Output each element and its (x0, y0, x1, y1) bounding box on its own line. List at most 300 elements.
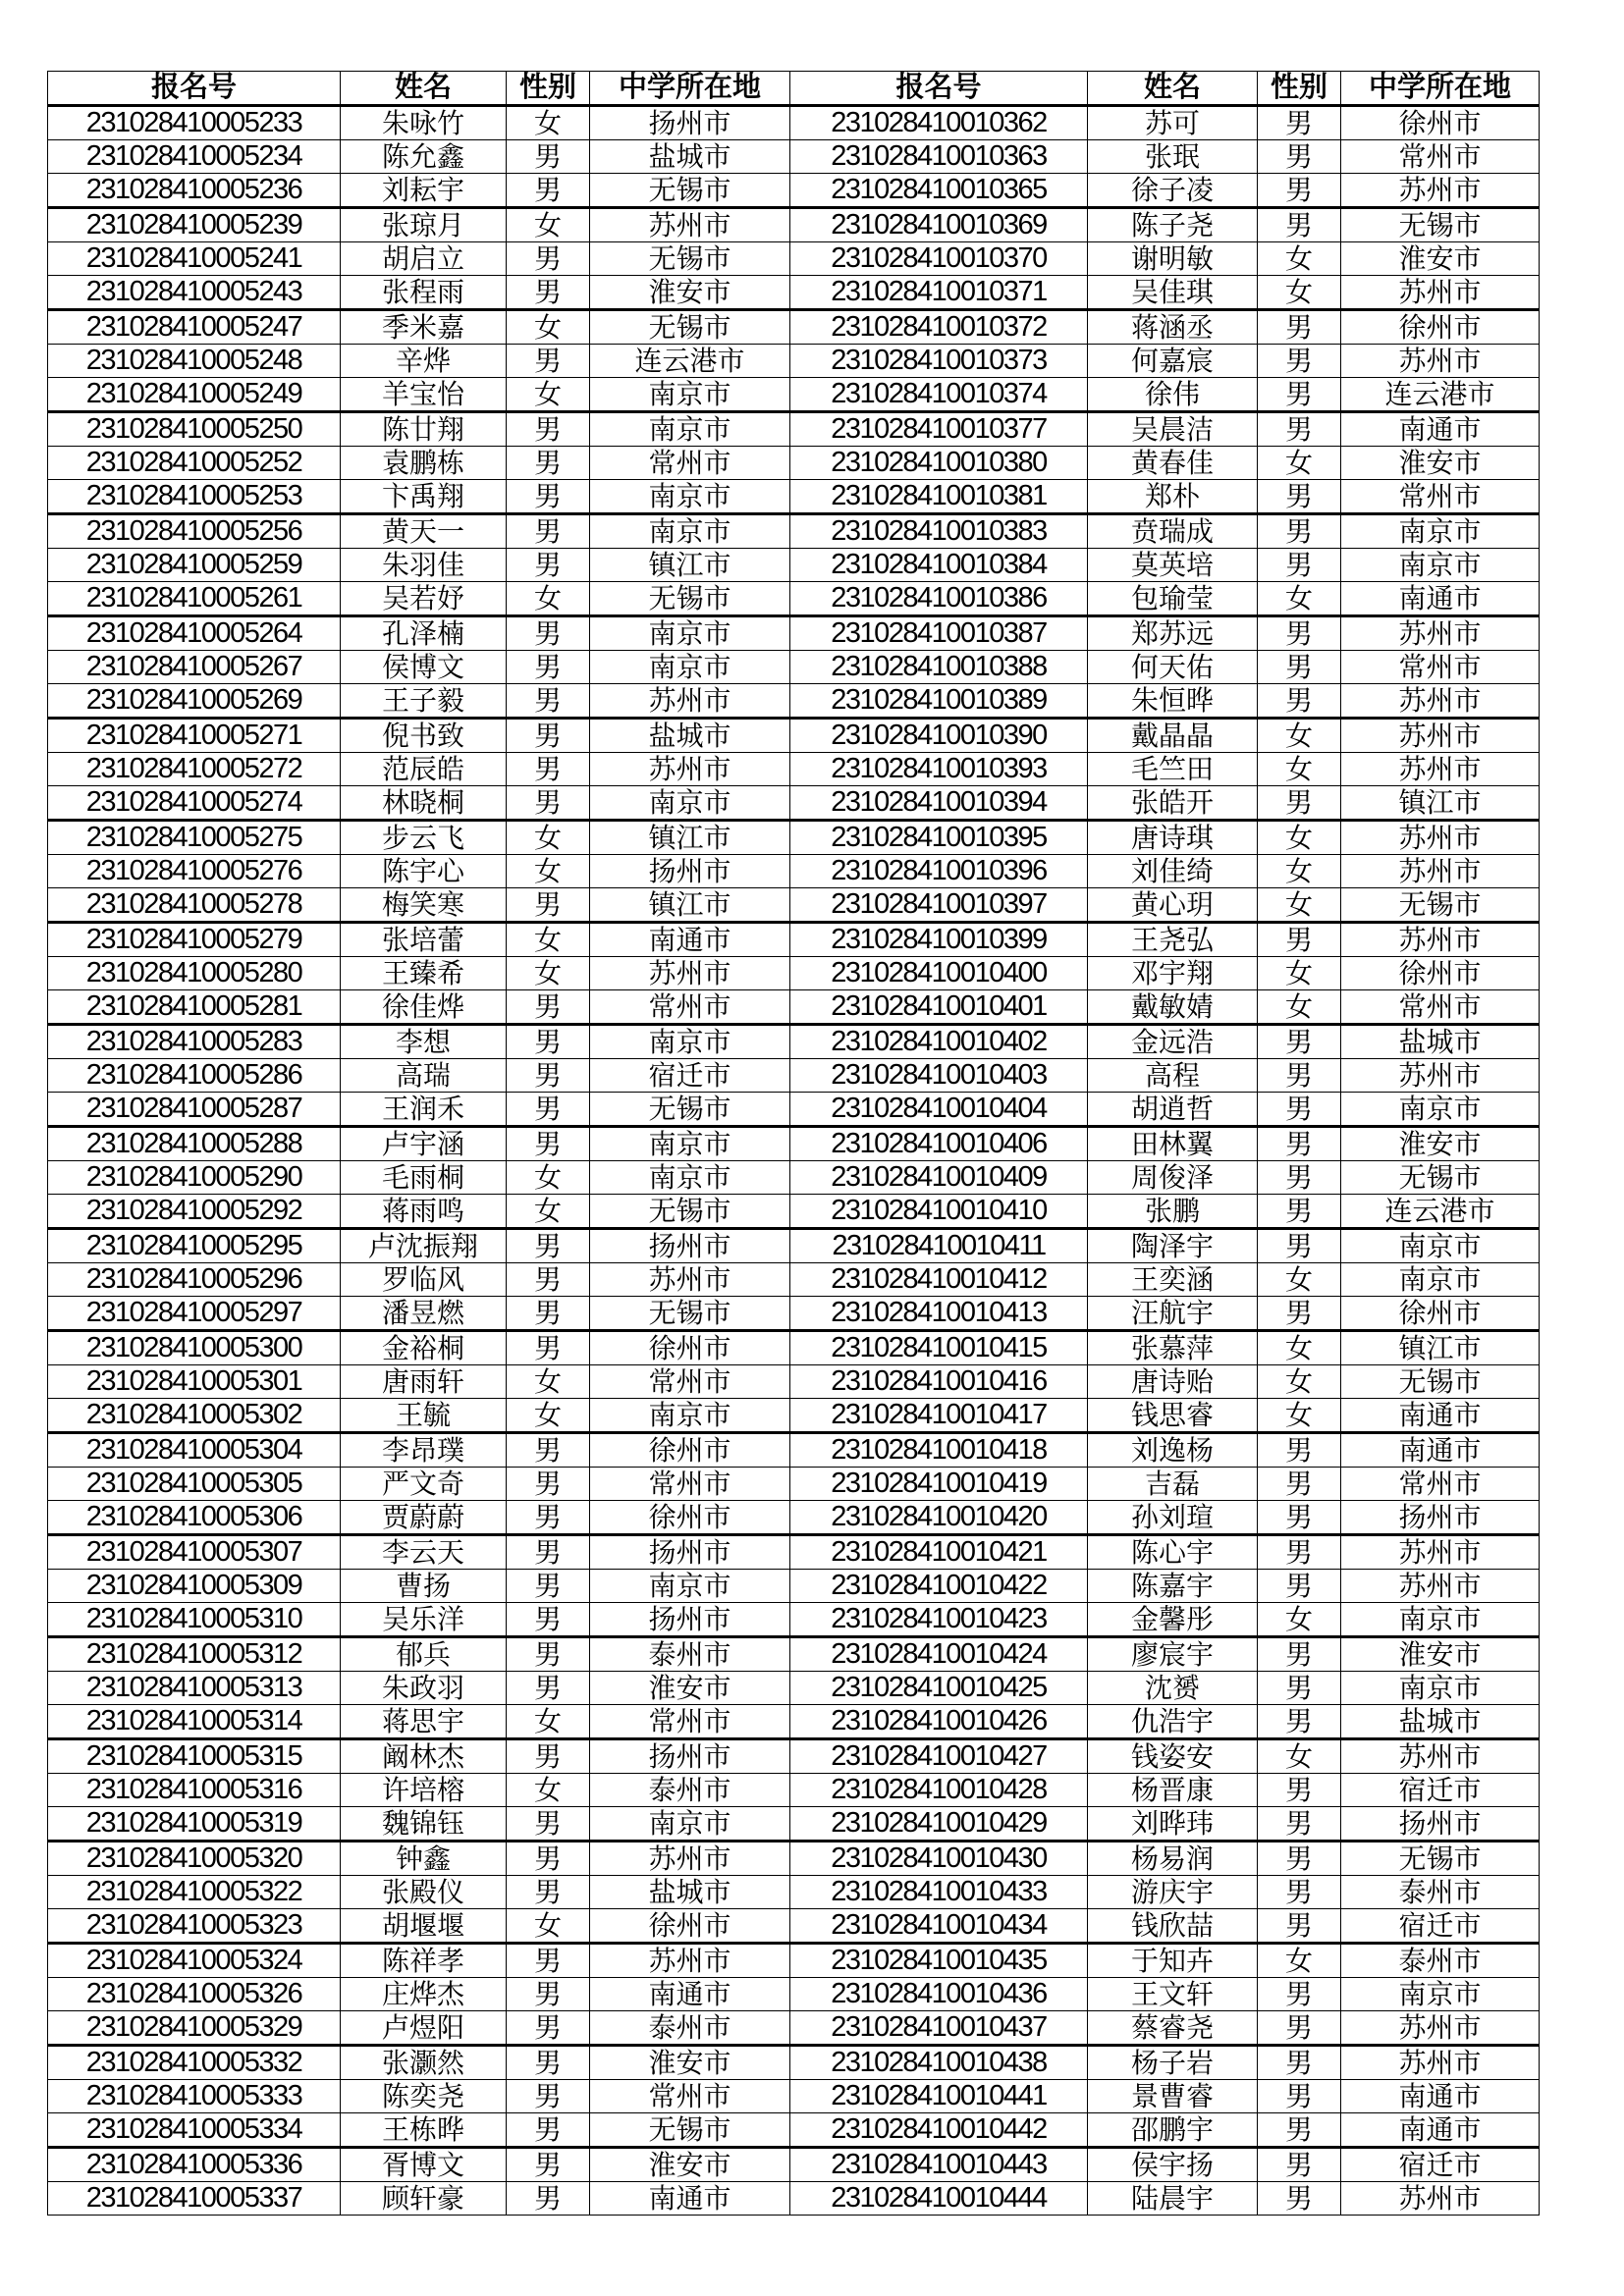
reg-no-cell: 231028410005336 (48, 2148, 341, 2182)
name-cell: 高瑞 (341, 1059, 507, 1093)
reg-no-cell: 231028410010436 (790, 1978, 1088, 2011)
school-location-cell: 苏州市 (1341, 1535, 1540, 1570)
school-location-cell: 淮安市 (1341, 242, 1540, 276)
table-row (48, 1433, 1540, 1468)
name-cell: 顾轩豪 (341, 2182, 507, 2216)
reg-no-cell: 231028410010381 (790, 480, 1088, 514)
reg-no-cell: 231028410005337 (48, 2182, 341, 2216)
reg-no-cell: 231028410010399 (790, 923, 1088, 957)
school-location-cell: 苏州市 (590, 684, 790, 719)
table-row (48, 447, 1540, 480)
name-cell: 邵鹏宇 (1088, 2113, 1258, 2148)
table-row (48, 1399, 1540, 1433)
table-row (48, 1637, 1540, 1672)
table-row (48, 957, 1540, 990)
gender-cell: 男 (507, 1672, 590, 1705)
gender-cell: 男 (1258, 1705, 1341, 1739)
school-location-cell: 南京市 (590, 786, 790, 821)
school-location-cell: 南通市 (1341, 1399, 1540, 1433)
gender-cell: 女 (1258, 1365, 1341, 1399)
school-location-cell: 南京市 (1341, 1603, 1540, 1637)
table-row (48, 1705, 1540, 1739)
school-location-cell: 南通市 (1341, 2080, 1540, 2113)
table-row (48, 855, 1540, 888)
gender-cell: 男 (1258, 1025, 1341, 1059)
header-gender: 性别 (1258, 72, 1341, 106)
gender-cell: 男 (1258, 1195, 1341, 1229)
name-cell: 杨晋康 (1088, 1774, 1258, 1807)
school-location-cell: 扬州市 (590, 855, 790, 888)
reg-no-cell: 231028410010410 (790, 1195, 1088, 1229)
reg-no-cell: 231028410010427 (790, 1739, 1088, 1774)
school-location-cell: 南京市 (590, 1807, 790, 1842)
reg-no-cell: 231028410010386 (790, 582, 1088, 616)
reg-no-cell: 231028410010371 (790, 276, 1088, 310)
reg-no-cell: 231028410005233 (48, 106, 341, 140)
school-location-cell: 镇江市 (1341, 786, 1540, 821)
gender-cell: 男 (507, 1603, 590, 1637)
table-row (48, 1774, 1540, 1807)
gender-cell: 女 (507, 923, 590, 957)
name-cell: 蒋雨鸣 (341, 1195, 507, 1229)
gender-cell: 男 (507, 2148, 590, 2182)
gender-cell: 男 (1258, 412, 1341, 447)
name-cell: 胥博文 (341, 2148, 507, 2182)
table-row (48, 1807, 1540, 1842)
name-cell: 廖宸宇 (1088, 1637, 1258, 1672)
table-row (48, 1603, 1540, 1637)
gender-cell: 男 (507, 2046, 590, 2080)
table-row (48, 106, 1540, 140)
gender-cell: 女 (1258, 957, 1341, 990)
gender-cell: 男 (1258, 2046, 1341, 2080)
table-row (48, 684, 1540, 719)
name-cell: 袁鹏栋 (341, 447, 507, 480)
school-location-cell: 苏州市 (590, 1263, 790, 1297)
school-location-cell: 无锡市 (1341, 208, 1540, 242)
gender-cell: 男 (1258, 2113, 1341, 2148)
reg-no-cell: 231028410005234 (48, 140, 341, 174)
table-row (48, 1195, 1540, 1229)
name-cell: 唐诗琪 (1088, 821, 1258, 855)
reg-no-cell: 231028410005241 (48, 242, 341, 276)
name-cell: 钟鑫 (341, 1842, 507, 1876)
table-row (48, 888, 1540, 923)
name-cell: 庄烨杰 (341, 1978, 507, 2011)
school-location-cell: 镇江市 (590, 888, 790, 923)
school-location-cell: 淮安市 (590, 2046, 790, 2080)
name-cell: 朱政羽 (341, 1672, 507, 1705)
school-location-cell: 苏州市 (1341, 276, 1540, 310)
school-location-cell: 镇江市 (1341, 1331, 1540, 1365)
name-cell: 王栋晔 (341, 2113, 507, 2148)
school-location-cell: 南京市 (1341, 549, 1540, 582)
school-location-cell: 盐城市 (1341, 1025, 1540, 1059)
table-row (48, 140, 1540, 174)
gender-cell: 女 (507, 208, 590, 242)
reg-no-cell: 231028410005271 (48, 719, 341, 753)
school-location-cell: 常州市 (1341, 990, 1540, 1025)
gender-cell: 男 (507, 276, 590, 310)
reg-no-cell: 231028410010412 (790, 1263, 1088, 1297)
reg-no-cell: 231028410005326 (48, 1978, 341, 2011)
gender-cell: 女 (507, 1774, 590, 1807)
name-cell: 潘昱燃 (341, 1297, 507, 1331)
name-cell: 辛烨 (341, 345, 507, 378)
name-cell: 卢沈振翔 (341, 1229, 507, 1263)
name-cell: 朱羽佳 (341, 549, 507, 582)
school-location-cell: 盐城市 (590, 1876, 790, 1909)
reg-no-cell: 231028410005261 (48, 582, 341, 616)
name-cell: 周俊泽 (1088, 1161, 1258, 1195)
name-cell: 金裕桐 (341, 1331, 507, 1365)
reg-no-cell: 231028410005264 (48, 616, 341, 651)
name-cell: 陈奕尧 (341, 2080, 507, 2113)
school-location-cell: 无锡市 (590, 1093, 790, 1127)
name-cell: 陆晨宇 (1088, 2182, 1258, 2216)
school-location-cell: 南通市 (590, 1978, 790, 2011)
school-location-cell: 南京市 (1341, 1263, 1540, 1297)
gender-cell: 男 (507, 1331, 590, 1365)
school-location-cell: 徐州市 (590, 1501, 790, 1535)
gender-cell: 男 (1258, 684, 1341, 719)
name-cell: 黄天一 (341, 514, 507, 549)
name-cell: 李昂璞 (341, 1433, 507, 1468)
name-cell: 高程 (1088, 1059, 1258, 1093)
reg-no-cell: 231028410005247 (48, 310, 341, 345)
school-location-cell: 南京市 (1341, 514, 1540, 549)
table-row (48, 1365, 1540, 1399)
name-cell: 张皓开 (1088, 786, 1258, 821)
school-location-cell: 泰州市 (590, 1637, 790, 1672)
table-row (48, 174, 1540, 208)
school-location-cell: 无锡市 (1341, 1161, 1540, 1195)
reg-no-cell: 231028410005319 (48, 1807, 341, 1842)
name-cell: 卞禹翔 (341, 480, 507, 514)
gender-cell: 男 (1258, 1807, 1341, 1842)
gender-cell: 男 (1258, 514, 1341, 549)
name-cell: 步云飞 (341, 821, 507, 855)
school-location-cell: 常州市 (590, 447, 790, 480)
table-row (48, 923, 1540, 957)
reg-no-cell: 231028410010370 (790, 242, 1088, 276)
reg-no-cell: 231028410005300 (48, 1331, 341, 1365)
table-row (48, 242, 1540, 276)
reg-no-cell: 231028410005309 (48, 1570, 341, 1603)
table-row (48, 1468, 1540, 1501)
gender-cell: 女 (507, 957, 590, 990)
reg-no-cell: 231028410005269 (48, 684, 341, 719)
reg-no-cell: 231028410005249 (48, 378, 341, 412)
gender-cell: 男 (507, 174, 590, 208)
name-cell: 毛竺田 (1088, 753, 1258, 786)
school-location-cell: 盐城市 (590, 140, 790, 174)
table-row (48, 2113, 1540, 2148)
reg-no-cell: 231028410010384 (790, 549, 1088, 582)
reg-no-cell: 231028410010369 (790, 208, 1088, 242)
school-location-cell: 南京市 (590, 1161, 790, 1195)
table-row (48, 753, 1540, 786)
school-location-cell: 常州市 (1341, 480, 1540, 514)
school-location-cell: 南京市 (1341, 1093, 1540, 1127)
gender-cell: 男 (1258, 1093, 1341, 1127)
gender-cell: 男 (1258, 1978, 1341, 2011)
name-cell: 严文奇 (341, 1468, 507, 1501)
reg-no-cell: 231028410010420 (790, 1501, 1088, 1535)
gender-cell: 男 (1258, 2080, 1341, 2113)
table-row (48, 786, 1540, 821)
gender-cell: 女 (507, 1195, 590, 1229)
reg-no-cell: 231028410005283 (48, 1025, 341, 1059)
table-row (48, 582, 1540, 616)
reg-no-cell: 231028410005267 (48, 651, 341, 684)
school-location-cell: 徐州市 (1341, 957, 1540, 990)
name-cell: 刘晔玮 (1088, 1807, 1258, 1842)
gender-cell: 男 (1258, 1501, 1341, 1535)
gender-cell: 男 (507, 1501, 590, 1535)
gender-cell: 男 (507, 447, 590, 480)
gender-cell: 男 (507, 1433, 590, 1468)
gender-cell: 男 (1258, 1774, 1341, 1807)
name-cell: 卢煜阳 (341, 2011, 507, 2046)
reg-no-cell: 231028410005313 (48, 1672, 341, 1705)
reg-no-cell: 231028410005322 (48, 1876, 341, 1909)
school-location-cell: 南京市 (590, 651, 790, 684)
reg-no-cell: 231028410010433 (790, 1876, 1088, 1909)
name-cell: 刘佳绮 (1088, 855, 1258, 888)
school-location-cell: 苏州市 (1341, 855, 1540, 888)
name-cell: 莫英培 (1088, 549, 1258, 582)
school-location-cell: 扬州市 (590, 1603, 790, 1637)
school-location-cell: 淮安市 (1341, 1637, 1540, 1672)
school-location-cell: 无锡市 (590, 1195, 790, 1229)
school-location-cell: 无锡市 (1341, 1842, 1540, 1876)
reg-no-cell: 231028410005250 (48, 412, 341, 447)
name-cell: 王子毅 (341, 684, 507, 719)
gender-cell: 男 (1258, 1570, 1341, 1603)
school-location-cell: 宿迁市 (1341, 2148, 1540, 2182)
gender-cell: 女 (507, 1365, 590, 1399)
name-cell: 杨子岩 (1088, 2046, 1258, 2080)
gender-cell: 女 (507, 310, 590, 345)
reg-no-cell: 231028410005236 (48, 174, 341, 208)
name-cell: 毛雨桐 (341, 1161, 507, 1195)
table-row (48, 1161, 1540, 1195)
reg-no-cell: 231028410005272 (48, 753, 341, 786)
school-location-cell: 扬州市 (1341, 1807, 1540, 1842)
name-cell: 王奕涵 (1088, 1263, 1258, 1297)
gender-cell: 男 (507, 2011, 590, 2046)
school-location-cell: 宿迁市 (1341, 1774, 1540, 1807)
reg-no-cell: 231028410010442 (790, 2113, 1088, 2148)
reg-no-cell: 231028410005302 (48, 1399, 341, 1433)
name-cell: 景曹睿 (1088, 2080, 1258, 2113)
name-cell: 吴乐洋 (341, 1603, 507, 1637)
reg-no-cell: 231028410005296 (48, 1263, 341, 1297)
gender-cell: 男 (507, 1739, 590, 1774)
reg-no-cell: 231028410005315 (48, 1739, 341, 1774)
school-location-cell: 宿迁市 (590, 1059, 790, 1093)
school-location-cell: 南京市 (590, 514, 790, 549)
gender-cell: 男 (507, 1025, 590, 1059)
header-gender: 性别 (507, 72, 590, 106)
gender-cell: 男 (1258, 1535, 1341, 1570)
gender-cell: 男 (507, 412, 590, 447)
gender-cell: 男 (1258, 345, 1341, 378)
name-cell: 钱思睿 (1088, 1399, 1258, 1433)
reg-no-cell: 231028410010395 (790, 821, 1088, 855)
name-cell: 谢明敏 (1088, 242, 1258, 276)
school-location-cell: 无锡市 (590, 242, 790, 276)
name-cell: 吴晨洁 (1088, 412, 1258, 447)
reg-no-cell: 231028410005290 (48, 1161, 341, 1195)
name-cell: 胡启立 (341, 242, 507, 276)
reg-no-cell: 231028410005312 (48, 1637, 341, 1672)
name-cell: 李想 (341, 1025, 507, 1059)
school-location-cell: 扬州市 (590, 1229, 790, 1263)
reg-no-cell: 231028410010430 (790, 1842, 1088, 1876)
gender-cell: 女 (507, 582, 590, 616)
gender-cell: 男 (1258, 1842, 1341, 1876)
school-location-cell: 无锡市 (590, 582, 790, 616)
reg-no-cell: 231028410005274 (48, 786, 341, 821)
name-cell: 张珉 (1088, 140, 1258, 174)
name-cell: 金馨彤 (1088, 1603, 1258, 1637)
school-location-cell: 泰州市 (1341, 1876, 1540, 1909)
name-cell: 郁兵 (341, 1637, 507, 1672)
table-row (48, 821, 1540, 855)
gender-cell: 男 (1258, 1059, 1341, 1093)
name-cell: 蔡睿尧 (1088, 2011, 1258, 2046)
gender-cell: 男 (1258, 1433, 1341, 1468)
reg-no-cell: 231028410005248 (48, 345, 341, 378)
reg-no-cell: 231028410005287 (48, 1093, 341, 1127)
reg-no-cell: 231028410010363 (790, 140, 1088, 174)
name-cell: 张鹏 (1088, 1195, 1258, 1229)
table-row (48, 412, 1540, 447)
gender-cell: 女 (1258, 582, 1341, 616)
table-row (48, 2046, 1540, 2080)
table-row (48, 1297, 1540, 1331)
school-location-cell: 南京市 (590, 412, 790, 447)
header-name: 姓名 (1088, 72, 1258, 106)
table-row (48, 1876, 1540, 1909)
header-name: 姓名 (341, 72, 507, 106)
table-row (48, 345, 1540, 378)
gender-cell: 男 (507, 1637, 590, 1672)
school-location-cell: 连云港市 (1341, 1195, 1540, 1229)
reg-no-cell: 231028410010383 (790, 514, 1088, 549)
reg-no-cell: 231028410005280 (48, 957, 341, 990)
reg-no-cell: 231028410005281 (48, 990, 341, 1025)
table-row (48, 651, 1540, 684)
name-cell: 陈心宇 (1088, 1535, 1258, 1570)
header-row (48, 72, 1540, 106)
name-cell: 陈祥孝 (341, 1944, 507, 1978)
school-location-cell: 镇江市 (590, 549, 790, 582)
reg-no-cell: 231028410005286 (48, 1059, 341, 1093)
school-location-cell: 南京市 (590, 1127, 790, 1161)
table-row (48, 1025, 1540, 1059)
gender-cell: 男 (507, 1468, 590, 1501)
school-location-cell: 南通市 (1341, 412, 1540, 447)
school-location-cell: 常州市 (590, 1468, 790, 1501)
reg-no-cell: 231028410010418 (790, 1433, 1088, 1468)
reg-no-cell: 231028410010415 (790, 1331, 1088, 1365)
gender-cell: 男 (1258, 923, 1341, 957)
reg-no-cell: 231028410005320 (48, 1842, 341, 1876)
reg-no-cell: 231028410010387 (790, 616, 1088, 651)
table-row (48, 276, 1540, 310)
gender-cell: 女 (1258, 447, 1341, 480)
name-cell: 贾蔚蔚 (341, 1501, 507, 1535)
reg-no-cell: 231028410005292 (48, 1195, 341, 1229)
name-cell: 郑朴 (1088, 480, 1258, 514)
name-cell: 游庆宇 (1088, 1876, 1258, 1909)
gender-cell: 男 (507, 549, 590, 582)
name-cell: 李云天 (341, 1535, 507, 1570)
school-location-cell: 徐州市 (590, 1909, 790, 1944)
gender-cell: 女 (1258, 990, 1341, 1025)
reg-no-cell: 231028410005316 (48, 1774, 341, 1807)
name-cell: 苏可 (1088, 106, 1258, 140)
gender-cell: 男 (1258, 1468, 1341, 1501)
school-location-cell: 常州市 (590, 1365, 790, 1399)
school-location-cell: 无锡市 (590, 2113, 790, 2148)
gender-cell: 男 (1258, 1909, 1341, 1944)
name-cell: 汪航宇 (1088, 1297, 1258, 1331)
reg-no-cell: 231028410005275 (48, 821, 341, 855)
name-cell: 朱恒晔 (1088, 684, 1258, 719)
gender-cell: 女 (1258, 1739, 1341, 1774)
gender-cell: 男 (1258, 786, 1341, 821)
name-cell: 季米嘉 (341, 310, 507, 345)
table-row (48, 549, 1540, 582)
name-cell: 孔泽楠 (341, 616, 507, 651)
gender-cell: 男 (1258, 1127, 1341, 1161)
reg-no-cell: 231028410010444 (790, 2182, 1088, 2216)
gender-cell: 男 (507, 242, 590, 276)
reg-no-cell: 231028410010374 (790, 378, 1088, 412)
school-location-cell: 南京市 (590, 1025, 790, 1059)
school-location-cell: 无锡市 (590, 174, 790, 208)
reg-no-cell: 231028410010411 (790, 1229, 1088, 1263)
gender-cell: 女 (507, 855, 590, 888)
reg-no-cell: 231028410005295 (48, 1229, 341, 1263)
school-location-cell: 苏州市 (1341, 2182, 1540, 2216)
school-location-cell: 无锡市 (1341, 1365, 1540, 1399)
school-location-cell: 苏州市 (590, 1842, 790, 1876)
reg-no-cell: 231028410010401 (790, 990, 1088, 1025)
gender-cell: 男 (507, 753, 590, 786)
name-cell: 唐雨轩 (341, 1365, 507, 1399)
name-cell: 杨易润 (1088, 1842, 1258, 1876)
name-cell: 阚林杰 (341, 1739, 507, 1774)
reg-no-cell: 231028410010393 (790, 753, 1088, 786)
gender-cell: 女 (507, 1705, 590, 1739)
table-body (48, 106, 1540, 2216)
table-row (48, 1501, 1540, 1535)
school-location-cell: 南通市 (590, 923, 790, 957)
name-cell: 胡逍哲 (1088, 1093, 1258, 1127)
reg-no-cell: 231028410010428 (790, 1774, 1088, 1807)
gender-cell: 男 (507, 514, 590, 549)
reg-no-cell: 231028410005301 (48, 1365, 341, 1399)
table-row (48, 1059, 1540, 1093)
reg-no-cell: 231028410005323 (48, 1909, 341, 1944)
name-cell: 陈廿翔 (341, 412, 507, 447)
gender-cell: 女 (507, 1161, 590, 1195)
